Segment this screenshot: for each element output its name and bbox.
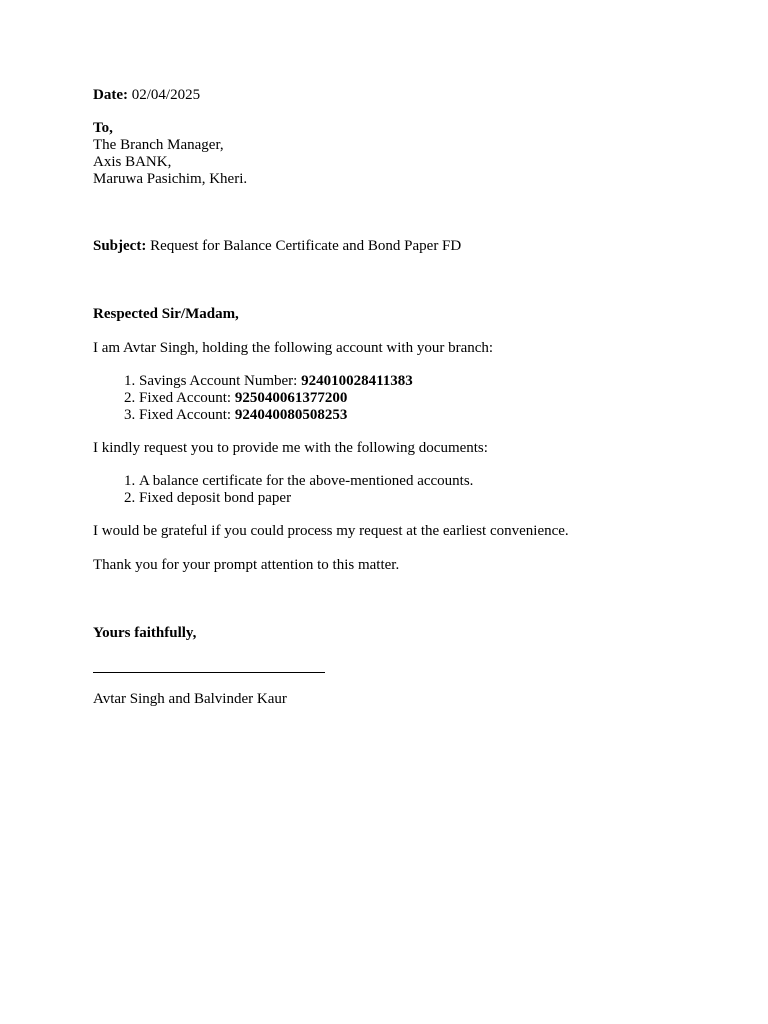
- recipient-line: Maruwa Pasichim, Kheri.: [93, 171, 248, 187]
- recipient-address: [93, 120, 713, 188]
- closing: Yours faithfully,: [93, 625, 197, 641]
- account-item: [139, 407, 713, 424]
- subject-label: Subject:: [93, 238, 147, 254]
- subject-line: [93, 238, 713, 255]
- date-label: Date:: [93, 87, 128, 103]
- request-paragraph: I kindly request you to provide me with the following documents:: [93, 440, 488, 456]
- account-number: 925040061377200: [234, 390, 348, 406]
- account-number: 924040080508253: [234, 407, 348, 423]
- account-item: [139, 373, 713, 390]
- signatories: Avtar Singh and Balvinder Kaur: [93, 691, 287, 707]
- thanks-paragraph: Thank you for your prompt attention to this matter.: [93, 557, 400, 573]
- intro-paragraph: I am Avtar Singh, holding the following account with your branch:: [93, 340, 494, 356]
- signature-line: [93, 672, 325, 673]
- account-label: Fixed Account:: [139, 390, 232, 406]
- grateful-paragraph: I would be grateful if you could process my request at the earliest convenience.: [93, 523, 569, 539]
- document-item: 1. A balance certificate for the above-mentioned accounts.: [139, 473, 713, 490]
- recipient-line: Axis BANK,: [93, 154, 172, 170]
- recipient-line: The Branch Manager,: [93, 137, 224, 153]
- account-label: Fixed Account:: [139, 407, 232, 423]
- document-item: 2. Fixed deposit bond paper: [139, 490, 713, 507]
- date-line: [93, 87, 713, 104]
- account-label: Savings Account Number:: [139, 373, 298, 389]
- account-number: 924010028411383: [301, 373, 413, 389]
- document-list: [93, 473, 713, 507]
- date-value: 02/04/2025: [131, 87, 201, 103]
- recipient-to: To,: [93, 120, 113, 136]
- account-list: [93, 373, 713, 424]
- account-item: [139, 390, 713, 407]
- salutation: Respected Sir/Madam,: [93, 306, 239, 322]
- subject-text: Request for Balance Certificate and Bond Paper FD: [150, 238, 462, 254]
- letter-page: [93, 87, 713, 708]
